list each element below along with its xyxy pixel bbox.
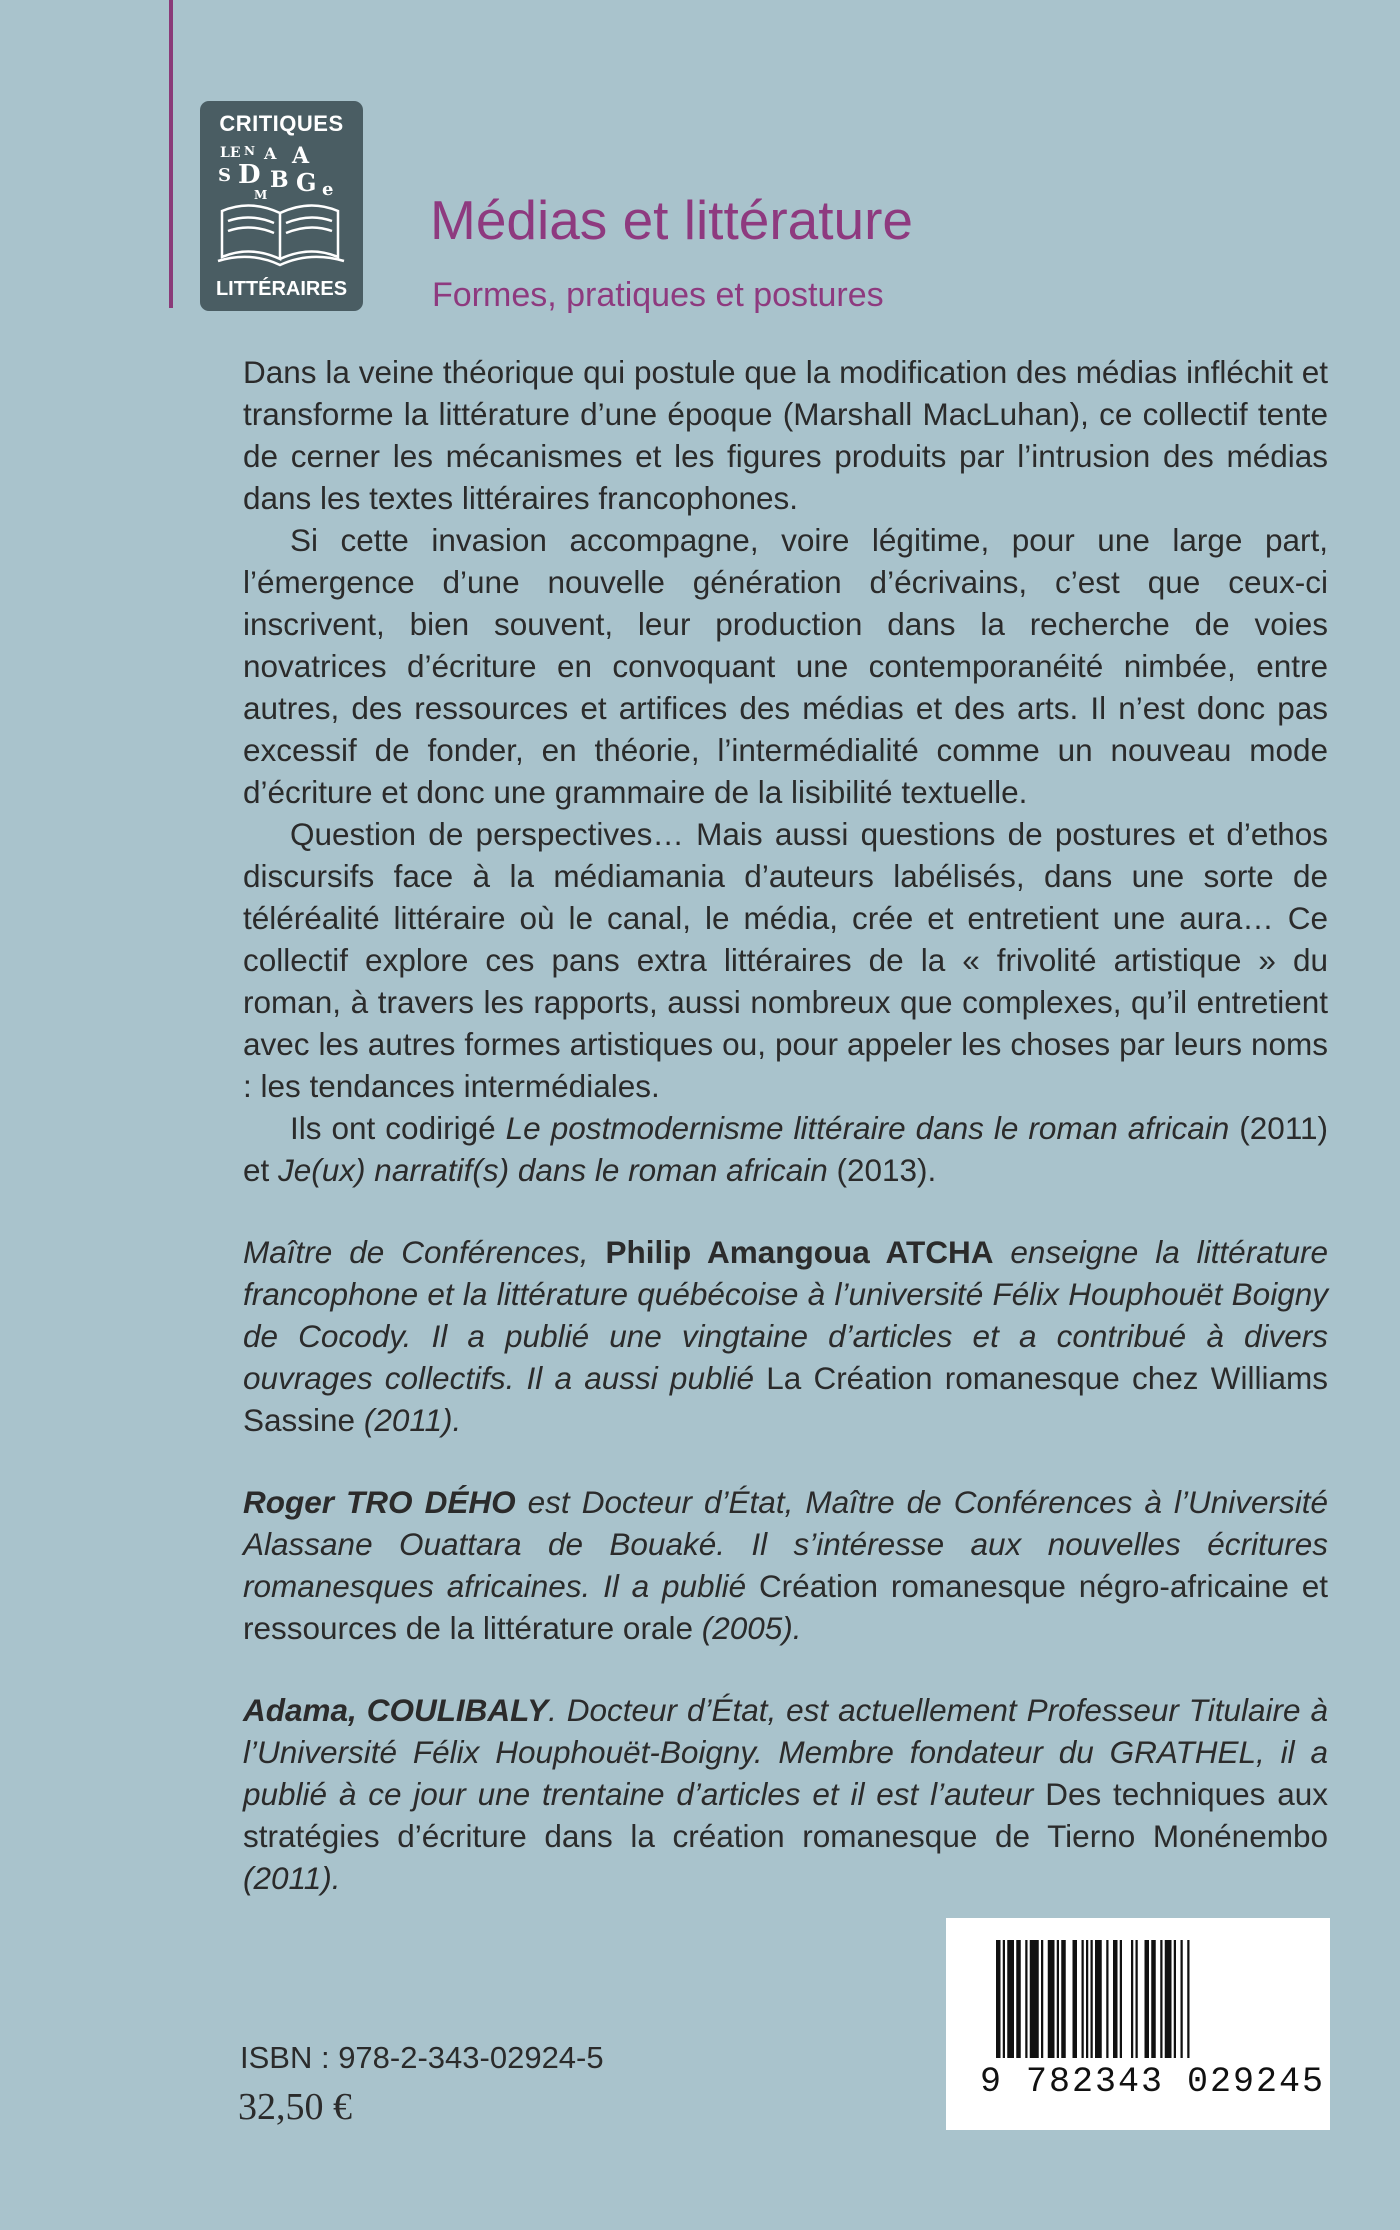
- blurb-paragraph-2: Si cette invasion accompagne, voire légitime, pour une large part, l’émergence d’une nouvelle génération d’écrivains, c’est que ceux-ci inscrivent, bien souvent, leur production dans la recherche de voies novatrices d’écriture en convoquant une contemporanéité nimbée, entre autres, des ressources et artifices des médias et des arts. Il n’est donc pas excessif de fonder, en théorie, l’intermédialité comme un nouveau mode d’écriture et donc une grammaire de la lisibilité textuelle.: [243, 522, 1328, 810]
- barcode-digits: 9 782343 029245: [980, 2062, 1326, 2102]
- bio-tro: [243, 1481, 1328, 1649]
- bio-coulibaly-book: Des techniques aux stratégies d’écriture dans la création romanesque de Tierno Monénembo: [243, 1776, 1328, 1854]
- barcode-bar: [1151, 1940, 1156, 2058]
- barcode-bar: [1086, 1940, 1088, 2058]
- barcode-bar: [1041, 1940, 1043, 2058]
- book-subtitle: Formes, pratiques et postures: [432, 276, 884, 314]
- price-label: 32,50 €: [238, 2086, 352, 2128]
- barcode-bar: [1136, 1940, 1138, 2058]
- blurb-paragraph-3: Question de perspectives… Mais aussi questions de postures et d’ethos discursifs face à la médiamania d’auteurs labélisés, dans une sorte de téléréalité littéraire où le canal, le média, crée et entretient une aura… Ce collectif explore ces pans extra littéraires de la « frivolité artistique » du roman, à travers les rapports, aussi nombreux que complexes, qu’il entretient avec les autres formes artistiques ou, pour appeler les choses par leurs noms : les tendances intermédiales.: [243, 816, 1328, 1104]
- svg-text:LE: LE: [220, 145, 241, 161]
- barcode-bar: [1113, 1940, 1118, 2058]
- barcode-bar: [1082, 1940, 1084, 2058]
- barcode-bar: [1057, 1940, 1059, 2058]
- bio-atcha-name: Philip Amangoua ATCHA: [605, 1234, 994, 1270]
- p4-book-title-2: Je(ux) narratif(s) dans le roman africain: [278, 1152, 828, 1188]
- bio-coulibaly-a: . Docteur d’État, est actuellement Professeur Titulaire à l’Université Félix Houphouët-Boigny. Membre fondateur du GRATHEL, il a publié à ce jour une trentaine d’articles et il est l’auteur: [243, 1692, 1328, 1812]
- bio-tro-a: est Docteur d’État, Maître de Conférences à l’Université Alassane Ouattara de Bouaké. Il s’intéresse aux nouvelles écritures romanesques africaines. Il a publié: [243, 1484, 1328, 1604]
- isbn-label: ISBN : 978-2-343-02924-5: [240, 2040, 604, 2075]
- svg-text:N: N: [244, 144, 255, 158]
- barcode-bar: [1025, 1940, 1027, 2058]
- barcode-bar: [996, 1940, 1001, 2058]
- svg-text:S: S: [218, 165, 231, 186]
- logo-bottom-word: LITTÉRAIRES: [215, 278, 348, 300]
- blurb-paragraph-4: [243, 1107, 1328, 1191]
- bio-coulibaly-b: (2011).: [243, 1860, 341, 1896]
- blurb-paragraph-1: Dans la veine théorique qui postule que la modification des médias infléchit et transforme la littérature d’une époque (Marshall MacLuhan), ce collectif tente de cerner les mécanismes et les figures produits par l’intrusion des médias dans les textes littéraires francophones.: [243, 354, 1328, 516]
- bio-tro-name: Roger TRO DÉHO: [243, 1484, 516, 1520]
- bio-atcha-a: Maître de Conférences,: [243, 1234, 606, 1270]
- bio-atcha-b: enseigne la littérature francophone et la littérature québécoise à l’université Félix Houphouët Boigny de Cocody. Il a publié une vingtaine d’articles et a contribué à divers ouvrages collectifs. Il a aussi publié: [243, 1234, 1328, 1396]
- svg-text:G: G: [296, 168, 317, 197]
- barcode-bar: [1165, 1940, 1172, 2058]
- barcode-bar: [1003, 1940, 1005, 2058]
- svg-text:M: M: [254, 188, 268, 202]
- barcode-bar: [1106, 1940, 1108, 2058]
- bio-atcha-book: La Création romanesque chez Williams Sassine: [243, 1360, 1328, 1438]
- barcode-bar: [1095, 1940, 1102, 2058]
- bio-coulibaly-name: Adama, COULIBALY: [243, 1692, 549, 1728]
- p4-text-e: (2013).: [827, 1152, 937, 1188]
- barcode: [946, 1918, 1330, 2130]
- bio-atcha: [243, 1231, 1328, 1441]
- barcode-bar: [1007, 1940, 1014, 2058]
- barcode-bar: [1131, 1940, 1133, 2058]
- book-title: Médias et littérature: [430, 189, 913, 251]
- logo-top-word: CRITIQUES: [219, 111, 344, 136]
- bio-coulibaly: [243, 1689, 1328, 1899]
- series-logo: [200, 101, 363, 311]
- open-book-icon: [214, 141, 350, 273]
- svg-text:e: e: [322, 179, 334, 200]
- barcode-bar: [1030, 1940, 1039, 2058]
- barcode-bar: [1160, 1940, 1162, 2058]
- barcode-bar: [1091, 1940, 1093, 2058]
- barcode-bar: [1016, 1940, 1021, 2058]
- bio-atcha-c: (2011).: [355, 1402, 462, 1438]
- decorative-vertical-line: [169, 0, 173, 308]
- barcode-bar: [1048, 1940, 1055, 2058]
- svg-text:A: A: [292, 143, 310, 169]
- p4-book-title-1: Le postmodernisme littéraire dans le roman africain: [505, 1110, 1230, 1146]
- barcode-bars: [996, 1940, 1286, 2068]
- p4-text-a: Ils ont codirigé: [290, 1110, 506, 1146]
- barcode-bar: [1187, 1940, 1189, 2058]
- svg-text:A: A: [264, 144, 277, 163]
- p4-text-c: (2011) et: [243, 1110, 1329, 1188]
- barcode-bar: [1145, 1940, 1150, 2058]
- svg-text:B: B: [270, 167, 289, 193]
- bio-tro-book: Création romanesque négro-africaine et ressources de la littérature orale: [243, 1568, 1328, 1646]
- bio-tro-b: (2005).: [692, 1610, 802, 1646]
- barcode-bar: [1174, 1940, 1176, 2058]
- barcode-bar: [1061, 1940, 1066, 2058]
- barcode-bar: [1120, 1940, 1122, 2058]
- svg-text:D: D: [238, 160, 261, 190]
- barcode-bar: [1073, 1940, 1078, 2058]
- barcode-bar: [1181, 1940, 1183, 2058]
- back-cover-blurb: [243, 351, 1328, 1191]
